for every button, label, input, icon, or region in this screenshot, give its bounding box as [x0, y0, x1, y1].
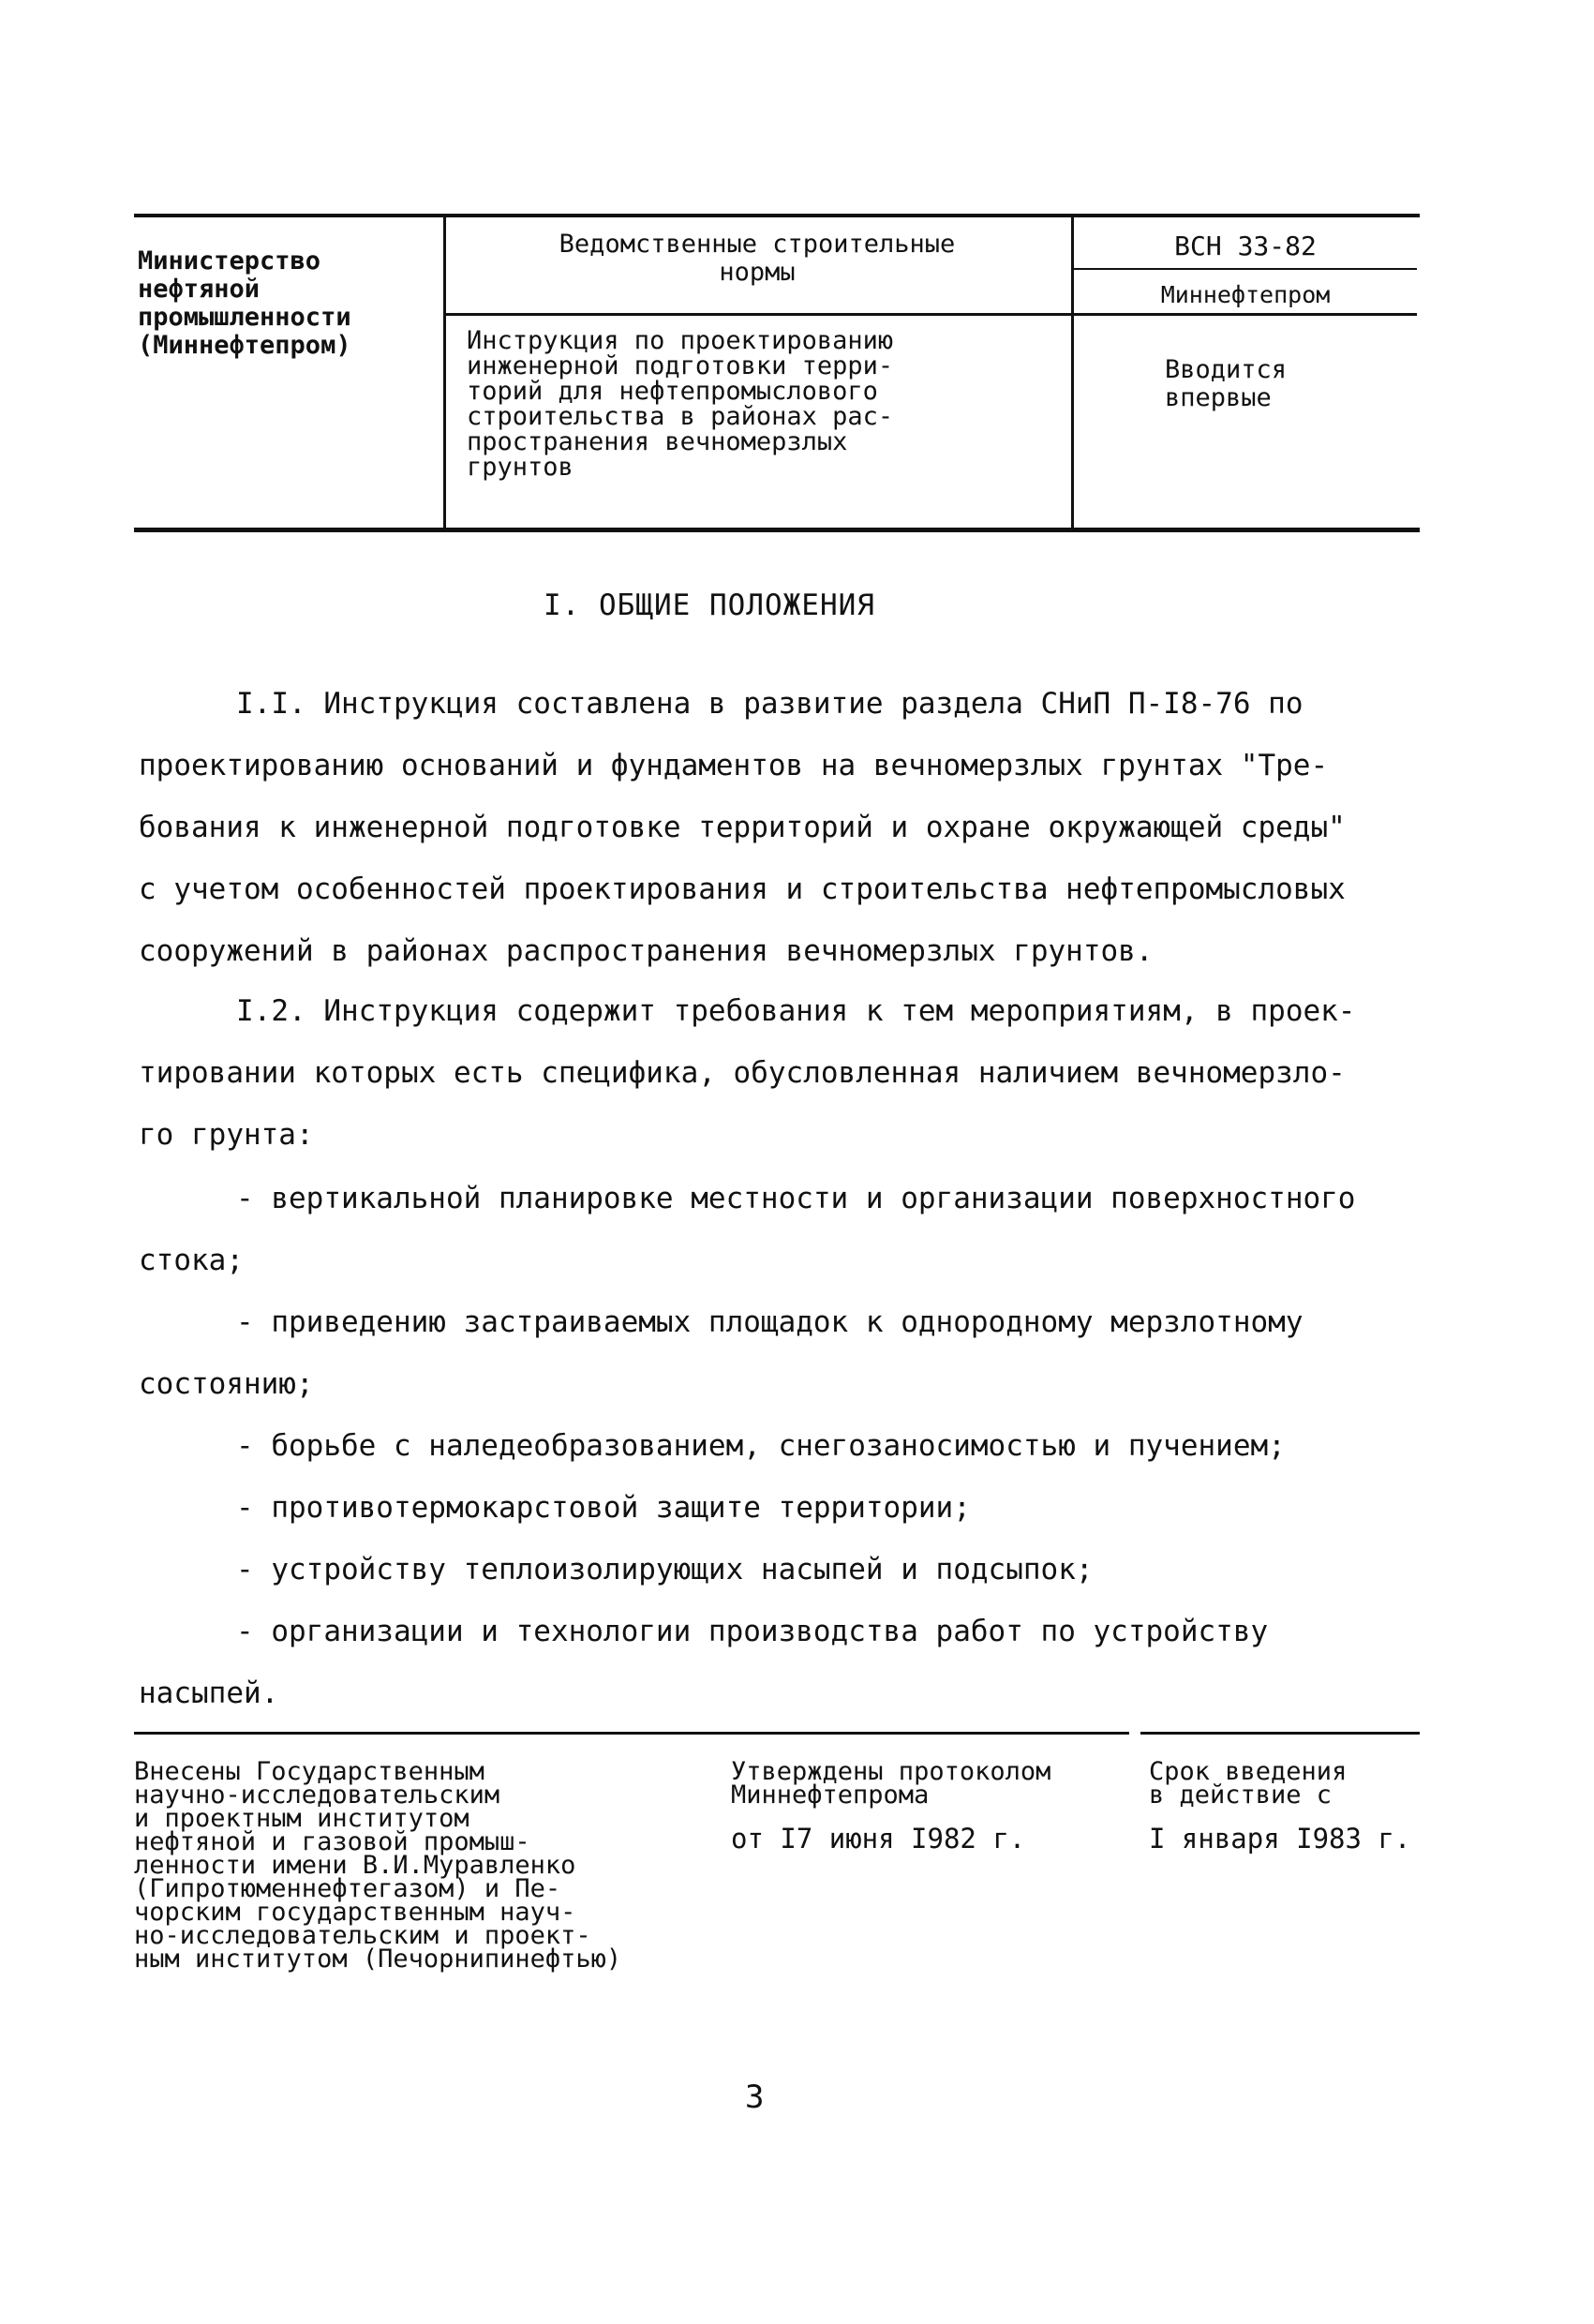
measures-list — [139, 1168, 1469, 1724]
footer-line: Внесены Государственным — [134, 1757, 484, 1786]
list-line: - приведению застраиваемых площадок к однородному мерзлотному — [236, 1305, 1304, 1339]
list-line: - вертикальной планировке местности и организации поверхностного — [236, 1182, 1356, 1215]
footer-line: и проектным институтом — [134, 1804, 469, 1833]
list-line: - устройству теплоизолирующих насыпей и подсыпок; — [236, 1553, 1094, 1587]
introduction-status — [1165, 356, 1418, 412]
footer-line: в действие с — [1149, 1780, 1333, 1810]
ministry-name — [138, 247, 438, 360]
footer-effective-date — [1149, 1757, 1411, 1855]
header-top-rule — [134, 214, 1420, 217]
footer-line: Срок введения — [1149, 1757, 1348, 1786]
paragraph-line: тировании которых есть специфика, обусловленная наличием вечномерзло- — [139, 1056, 1346, 1090]
intro-line: Вводится — [1165, 355, 1288, 384]
ministry-line: (Миннефтепром) — [138, 331, 351, 360]
footer-line: но-исследовательским и проект- — [134, 1921, 591, 1950]
footer-line: Миннефтепрома — [731, 1780, 930, 1810]
page-number: 3 — [745, 2078, 765, 2116]
list-line: стока; — [139, 1244, 244, 1277]
footer-line: научно-исследовательским — [134, 1780, 500, 1810]
footer-introduced-by — [134, 1757, 622, 1974]
header-table — [134, 214, 1420, 532]
title-line: торий для нефтепромыслового — [467, 377, 878, 406]
title-line: грунтов — [467, 453, 574, 482]
paragraph-line: I.2. Инструкция содержит требования к тем мероприятиям, в проек- — [236, 994, 1356, 1028]
list-line: - организации и технологии производства работ по устройству — [236, 1615, 1269, 1648]
header-bottom-rule — [134, 528, 1420, 532]
norm-type — [457, 231, 1057, 287]
paragraph-line: го грунта: — [139, 1118, 314, 1152]
footer-line: нефтяной и газовой промыш- — [134, 1827, 530, 1856]
footer-line: (Гипротюменнефтегазом) и Пе- — [134, 1874, 561, 1903]
header-divider-right — [1071, 217, 1074, 528]
footer-line: ленности имени В.И.Муравленко — [134, 1851, 576, 1880]
title-line: Инструкция по проектированию — [467, 326, 894, 355]
intro-line: впервые — [1165, 383, 1272, 412]
footer-approved-by — [731, 1757, 1051, 1855]
approval-date: от I7 июня I982 г. — [731, 1823, 1026, 1855]
footer-rule-right — [1140, 1732, 1420, 1735]
header-divider-left — [443, 217, 446, 528]
title-line: пространения вечномерзлых — [467, 427, 848, 456]
list-line: насыпей. — [139, 1676, 279, 1710]
list-line: состоянию; — [139, 1367, 314, 1401]
footer-line: Утверждены протоколом — [731, 1757, 1051, 1786]
document-title — [467, 328, 1066, 480]
ministry-line: Министерство — [138, 246, 321, 276]
document-code-org: Миннефтепром — [1160, 281, 1331, 308]
list-line: - борьбе с наледеобразованием, снегозаносимостью и пучением; — [236, 1429, 1286, 1463]
footer-line: чорским государственным науч- — [134, 1898, 576, 1927]
header-code-rule — [1074, 268, 1417, 270]
paragraph-line: сооружений в районах распространения вечномерзлых грунтов. — [139, 934, 1154, 968]
footer-rule-left — [134, 1732, 1129, 1735]
ministry-line: нефтяной — [138, 275, 261, 304]
footer-line: ным институтом (Печорнипинефтью) — [134, 1944, 622, 1974]
paragraph-line: с учетом особенностей проектирования и строительства нефтепромысловых — [139, 872, 1346, 906]
title-line: строительства в районах рас- — [467, 402, 894, 431]
norm-type-line: Ведомственные строительные — [559, 230, 956, 259]
paragraph-line: I.I. Инструкция составлена в развитие раздела СНиП П-I8-76 по — [236, 687, 1304, 721]
norm-type-line: нормы — [719, 258, 796, 287]
title-line: инженерной подготовки терри- — [467, 351, 894, 380]
list-line: - противотермокарстовой защите территории; — [236, 1491, 971, 1525]
ministry-line: промышленности — [138, 303, 351, 332]
paragraph-line: проектированию оснований и фундаментов на вечномерзлых грунтах "Тре- — [139, 749, 1329, 782]
paragraph-1-2 — [139, 980, 1469, 1166]
paragraph-1-1 — [139, 673, 1469, 982]
document-code: ВСН 33-82 — [1174, 231, 1317, 261]
paragraph-line: бования к инженерной подготовке территорий и охране окружающей среды" — [139, 811, 1346, 844]
section-heading: I. ОБЩИЕ ПОЛОЖЕНИЯ — [544, 588, 875, 622]
header-middle-rule — [446, 313, 1417, 316]
effective-date: I января I983 г. — [1149, 1823, 1411, 1855]
